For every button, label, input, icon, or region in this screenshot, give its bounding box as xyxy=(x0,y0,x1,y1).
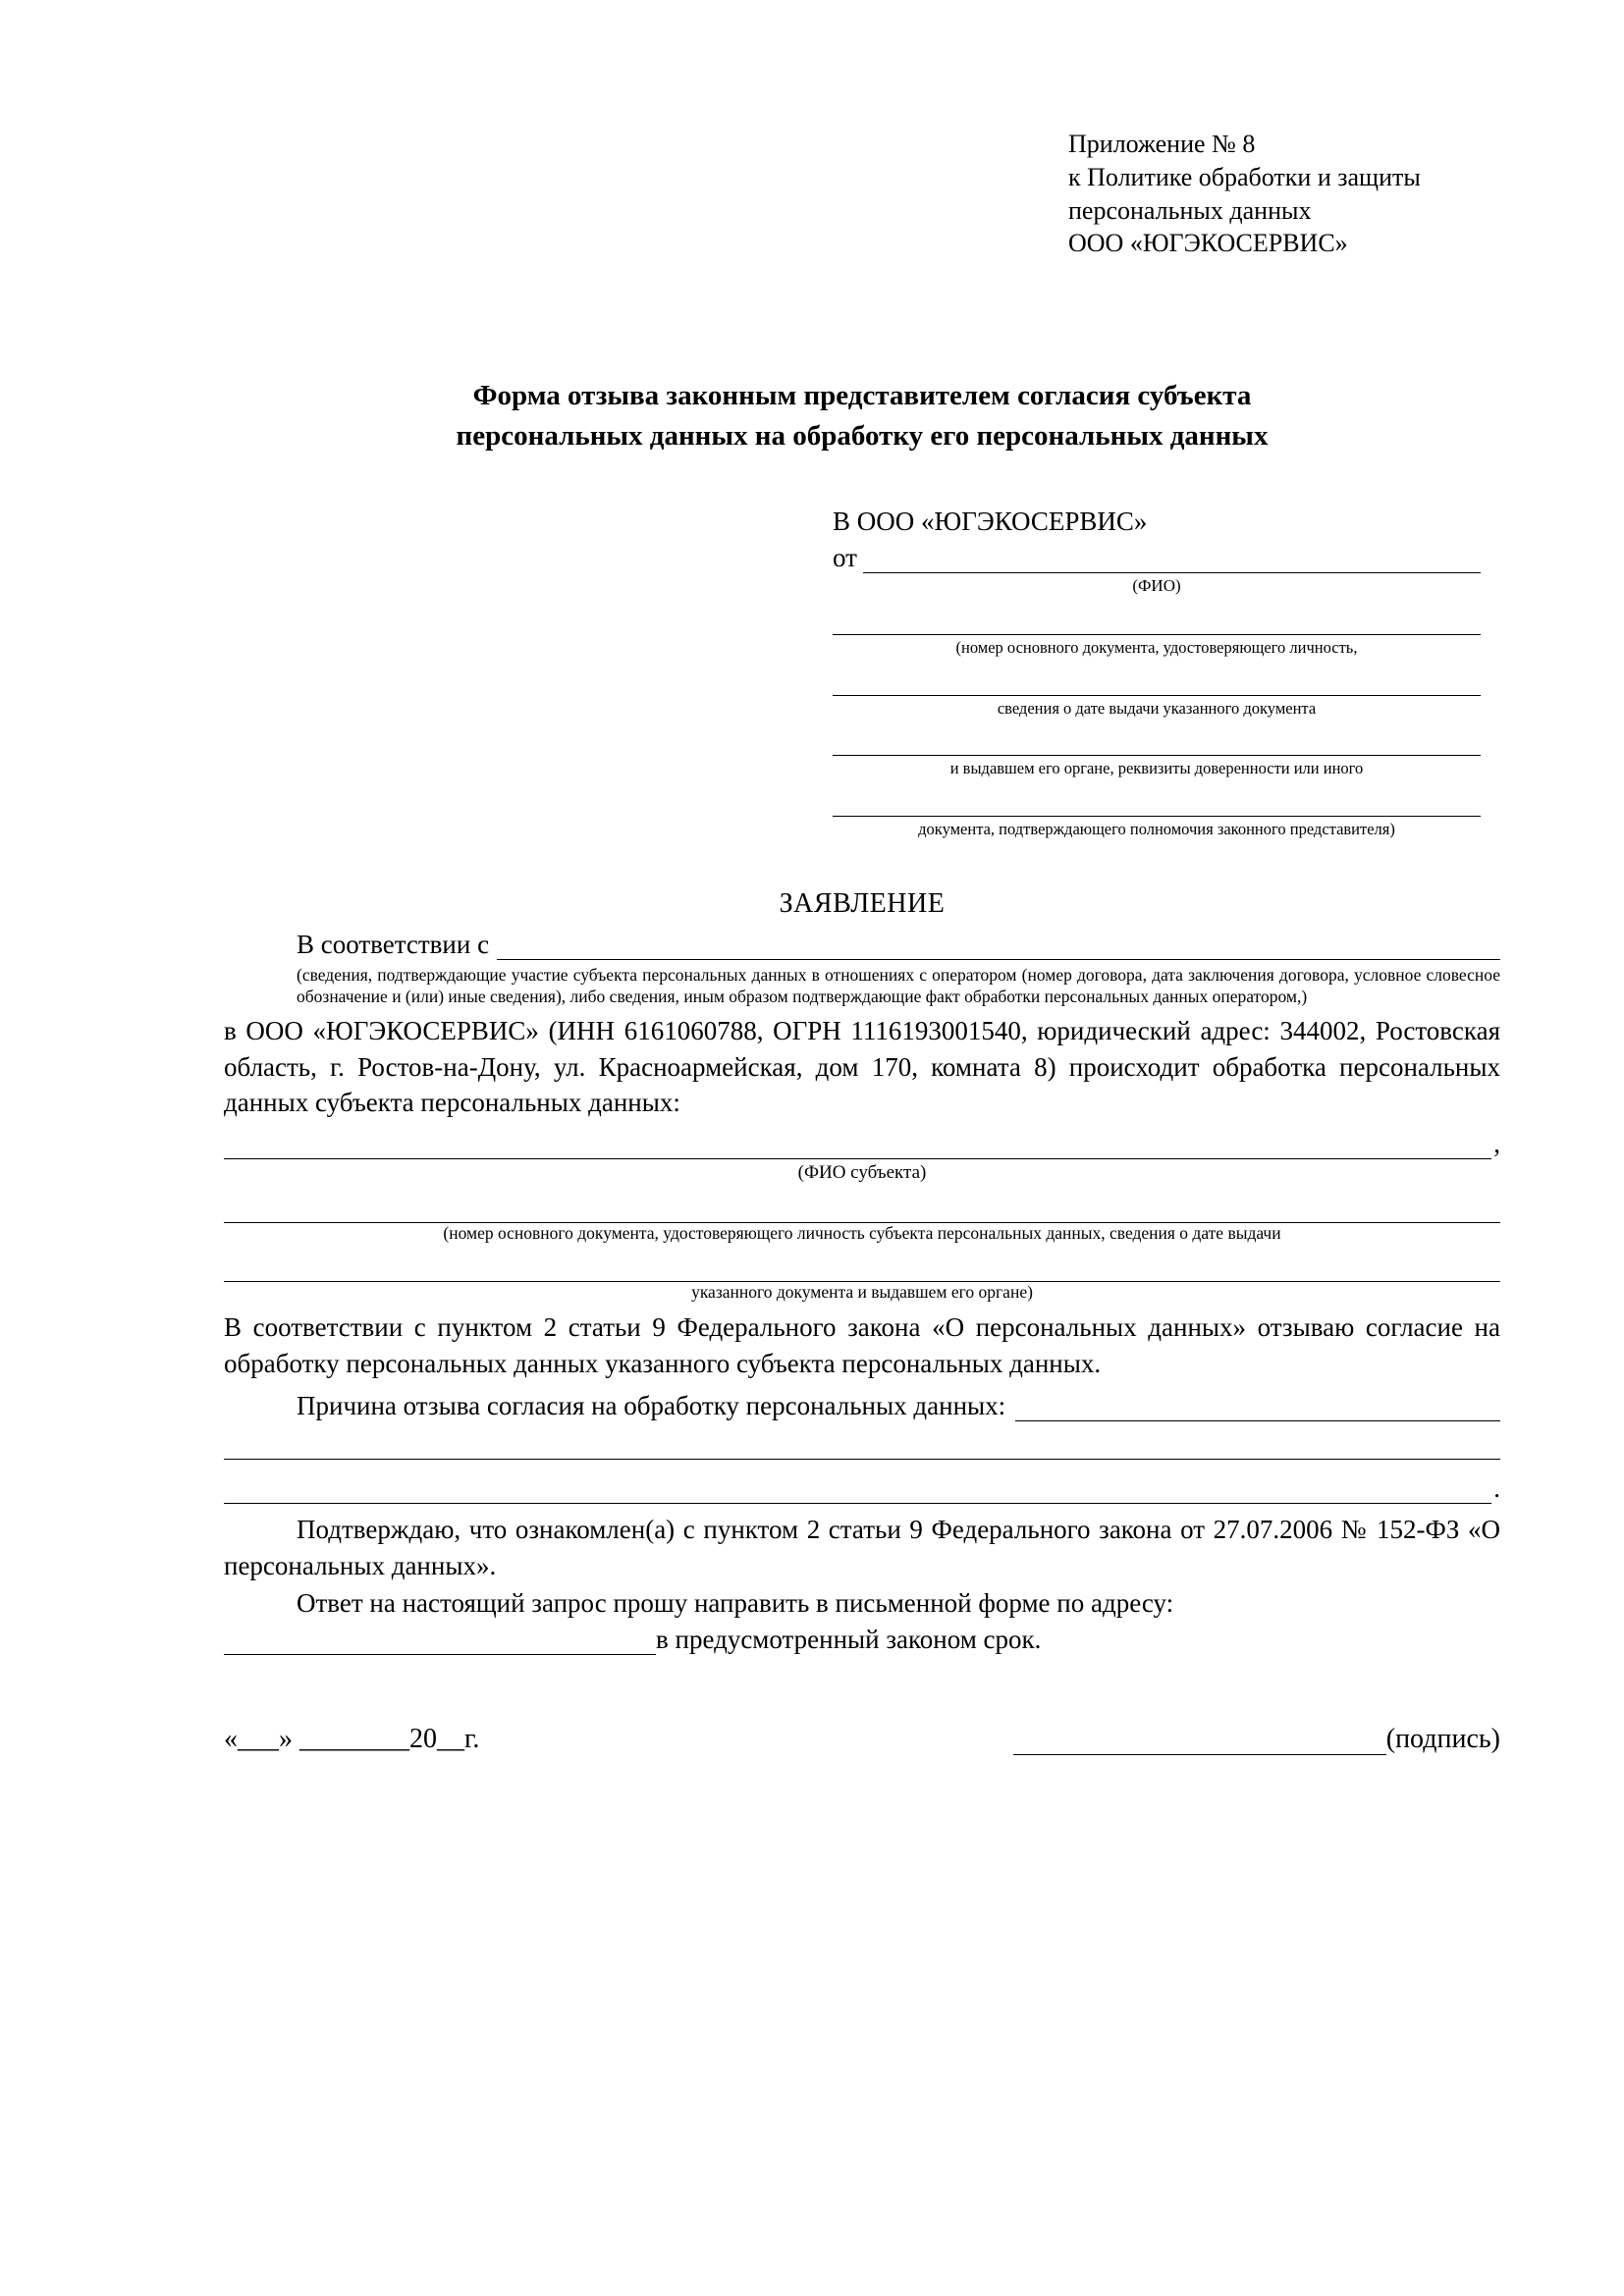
reason-input-line-3[interactable] xyxy=(224,1481,1491,1504)
appendix-company: ООО «ЮГЭКОСЕРВИС» xyxy=(1068,229,1348,258)
subject-fio-row xyxy=(224,1129,1500,1159)
subject-document-caption: (номер основного документа, удостоверяющего личность субъекта персональных данных, сведения о дате выдачи xyxy=(443,1222,1281,1243)
statement-heading: ЗАЯВЛЕНИЕ xyxy=(779,887,946,919)
revoke-paragraph: В соответствии с пунктом 2 статьи 9 Федерального закона «О персональных данных» отзываю согласие на обработку персональных данных указанного субъекта персональных данных. xyxy=(224,1312,1500,1378)
signature-input-line[interactable] xyxy=(1013,1735,1386,1755)
subject-organ-input-line[interactable] xyxy=(224,1257,1500,1282)
from-row xyxy=(833,543,1481,573)
appendix-policy-line-2: персональных данных xyxy=(1068,195,1312,225)
fio-caption: (ФИО) xyxy=(1132,576,1181,596)
document-number-input-line[interactable] xyxy=(833,611,1481,635)
from-label: от xyxy=(833,543,857,573)
page-title-line-2: персональных данных на обработку его персональных данных xyxy=(456,419,1269,452)
appendix-policy-line-1: к Политике обработки и защиты xyxy=(1068,162,1421,191)
confirm-paragraph: Подтверждаю, что ознакомлен(а) с пунктом 2 статьи 9 Федерального закона от 27.07.2006 № 152-ФЗ «О персональных данных». xyxy=(224,1515,1500,1580)
subject-fio-comma: , xyxy=(1493,1128,1500,1158)
document-organ-input-line[interactable] xyxy=(833,731,1481,756)
signature-caption: (подпись) xyxy=(1385,1724,1500,1755)
subject-fio-caption: (ФИО субъекта) xyxy=(797,1161,927,1183)
in-accordance-label: В соответствии с xyxy=(297,929,490,959)
answer-address-row xyxy=(224,1625,1500,1655)
answer-address-input-line[interactable] xyxy=(224,1632,656,1655)
reason-input-line-1[interactable] xyxy=(1015,1399,1500,1421)
page-title xyxy=(224,376,1500,455)
document-organ-caption: и выдавшем его органе, реквизиты доверенности или иного xyxy=(949,759,1364,778)
in-accordance-note: (сведения, подтверждающие участие субъекта персональных данных в отношениях с оператором (номер договора, дата заключения договора, условное словесное обозначение и (или) иные сведения), либо сведения, иным образом подтверждающие факт обработки персональных данных оператором,) xyxy=(297,964,1500,1007)
answer-address-tail: в предусмотренный законом срок. xyxy=(656,1625,1042,1655)
subject-document-input-line[interactable] xyxy=(224,1199,1500,1223)
in-accordance-input-line[interactable] xyxy=(497,937,1500,960)
subject-organ-caption: указанного документа и выдавшем его органе) xyxy=(691,1282,1033,1303)
appendix-number: Приложение № 8 xyxy=(1068,130,1256,158)
in-accordance-row xyxy=(224,930,1500,960)
document-content xyxy=(224,128,1500,1755)
addressee-block xyxy=(833,507,1481,839)
reason-label: Причина отзыва согласия на обработку персональных данных: xyxy=(297,1391,1006,1421)
document-powers-caption: документа, подтверждающего полномочия законного представителя) xyxy=(918,820,1395,839)
signature-row xyxy=(224,1724,1500,1755)
document-date-input-line[interactable] xyxy=(833,671,1481,696)
addressee-organization: В ООО «ЮГЭКОСЕРВИС» xyxy=(833,507,1148,537)
document-number-caption: (номер основного документа, удостоверяющего личность, xyxy=(955,637,1358,657)
reason-row-3 xyxy=(224,1473,1500,1504)
document-date-caption: сведения о дате выдачи указанного документа xyxy=(997,698,1317,718)
operator-paragraph: в ООО «ЮГЭКОСЕРВИС» (ИНН 6161060788, ОГРН 1116193001540, юридический адрес: 344002, Ростовская область, г. Ростов-на-Дону, ул. Красноармейская, дом 170, комната 8) происходит обработка персональных данных субъекта персональных данных: xyxy=(224,1016,1500,1118)
appendix-header xyxy=(1068,128,1500,260)
reason-input-line-2[interactable] xyxy=(224,1435,1500,1460)
page-title-line-1: Форма отзыва законным представителем согласия субъекта xyxy=(472,380,1252,412)
answer-paragraph: Ответ на настоящий запрос прошу направить в письменной форме по адресу: xyxy=(297,1588,1174,1618)
subject-fio-input-line[interactable] xyxy=(224,1137,1491,1159)
reason-row xyxy=(224,1391,1500,1421)
date-field[interactable]: «___» ________20__г. xyxy=(224,1724,480,1755)
document-powers-input-line[interactable] xyxy=(833,792,1481,817)
fio-input-line[interactable] xyxy=(863,551,1481,573)
reason-period: . xyxy=(1493,1473,1500,1504)
